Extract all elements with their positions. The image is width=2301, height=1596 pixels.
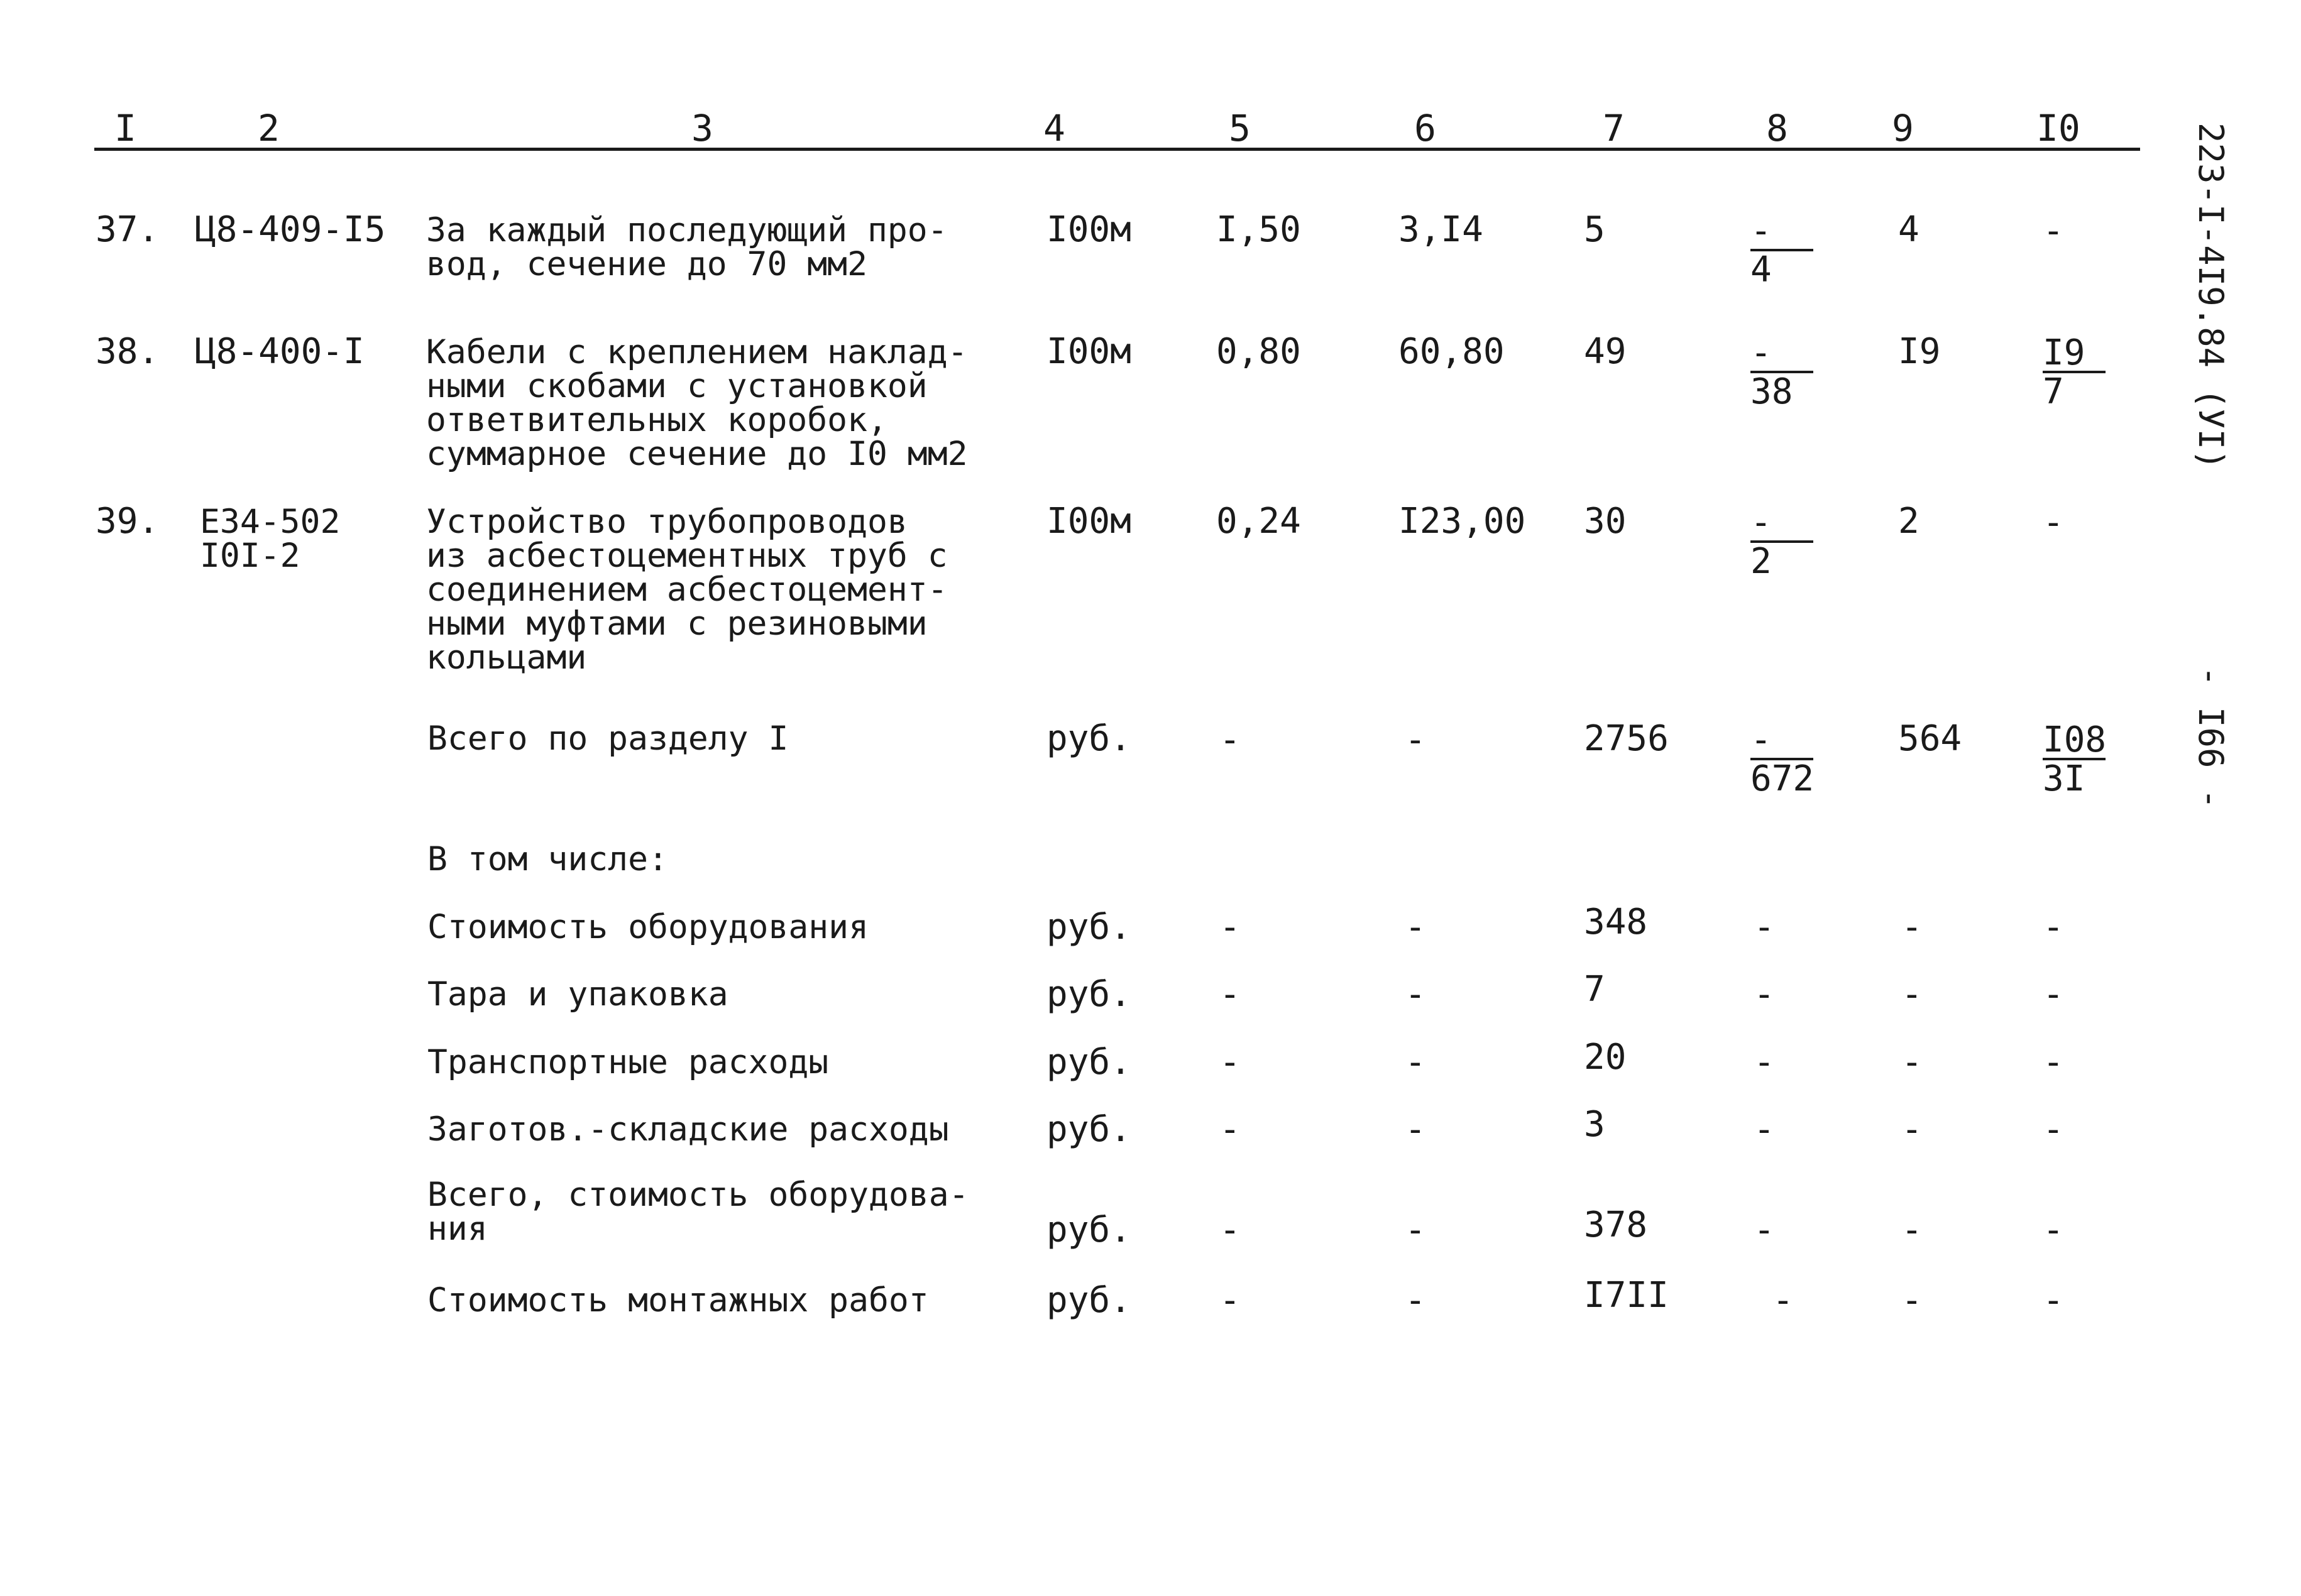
summary-unit: руб. xyxy=(1046,1042,1131,1083)
row-col5: 0,24 xyxy=(1216,501,1301,542)
row-col6: 3,I4 xyxy=(1398,209,1483,250)
summary-col9: - xyxy=(1901,974,1923,1015)
summary-col8: - xyxy=(1754,1042,1775,1083)
summary-col10: - xyxy=(2043,907,2064,948)
summary-col5: - xyxy=(1219,1042,1241,1083)
row-code: Ц8-400-I xyxy=(195,331,365,372)
fraction-numerator: I08 xyxy=(2043,719,2107,760)
summary-col10: - xyxy=(2043,974,2064,1015)
fraction-denominator: 4 xyxy=(1750,249,1772,290)
summary-col6: - xyxy=(1405,1210,1426,1250)
fraction-denominator: 7 xyxy=(2043,371,2064,412)
summary-col7: 20 xyxy=(1584,1037,1627,1078)
summary-col10: - xyxy=(2043,1280,2064,1321)
summary-description: Заготов.-складские расходы xyxy=(427,1110,949,1149)
row-col10-fraction xyxy=(2043,719,2124,799)
summary-description: Тара и упаковка xyxy=(427,975,728,1014)
fraction-numerator: - xyxy=(1750,719,1772,760)
row-col7: 2756 xyxy=(1584,718,1669,759)
summary-col6: - xyxy=(1405,1109,1426,1150)
row-col7: 49 xyxy=(1584,331,1627,372)
row-number: 38. xyxy=(96,331,160,372)
row-col7: 30 xyxy=(1584,501,1627,542)
row-number: 39. xyxy=(96,501,160,542)
summary-unit: руб. xyxy=(1046,907,1131,948)
fraction-denominator: 3I xyxy=(2043,758,2085,799)
fraction-denominator: 672 xyxy=(1750,758,1815,799)
including-label: В том числе: xyxy=(427,840,668,878)
fraction-numerator: - xyxy=(1750,332,1772,373)
summary-col5: - xyxy=(1219,1280,1241,1321)
column-header-7: 7 xyxy=(1603,107,1625,150)
row-description: Всего по разделу I xyxy=(427,719,789,758)
fraction-numerator: - xyxy=(1750,210,1772,251)
fraction-denominator: 38 xyxy=(1750,371,1793,412)
summary-unit: руб. xyxy=(1046,974,1131,1015)
summary-col9: - xyxy=(1901,1280,1923,1321)
summary-col5: - xyxy=(1219,1109,1241,1150)
row-col6: 60,80 xyxy=(1398,331,1505,372)
summary-unit: руб. xyxy=(1046,1210,1131,1250)
row-col10: - xyxy=(2043,210,2064,251)
row-col8-fraction xyxy=(1750,210,1832,290)
summary-col5: - xyxy=(1219,907,1241,948)
fraction-denominator: 2 xyxy=(1750,541,1772,582)
summary-col6: - xyxy=(1405,1042,1426,1083)
summary-description: Всего, стоимость оборудова- ния xyxy=(427,1176,969,1248)
summary-description: Стоимость монтажных работ xyxy=(427,1281,929,1320)
summary-col7: 378 xyxy=(1584,1205,1648,1245)
row-col6: - xyxy=(1405,719,1426,760)
summary-col8: - xyxy=(1772,1280,1794,1321)
summary-col9: - xyxy=(1901,907,1923,948)
row-col7: 5 xyxy=(1584,209,1605,250)
summary-col10: - xyxy=(2043,1042,2064,1083)
summary-col8: - xyxy=(1754,1210,1775,1250)
row-unit: I00м xyxy=(1046,331,1131,372)
fraction-numerator: - xyxy=(1750,502,1772,543)
row-col5: 0,80 xyxy=(1216,331,1301,372)
column-header-9: 9 xyxy=(1892,107,1914,150)
summary-col8: - xyxy=(1754,974,1775,1015)
summary-col6: - xyxy=(1405,1280,1426,1321)
row-col9: 564 xyxy=(1898,718,1962,759)
row-col9: 4 xyxy=(1898,209,1919,250)
summary-col6: - xyxy=(1405,974,1426,1015)
row-col6: I23,00 xyxy=(1398,501,1526,542)
row-col10: - xyxy=(2043,502,2064,543)
summary-col8: - xyxy=(1754,907,1775,948)
row-unit: руб. xyxy=(1046,718,1131,759)
summary-col5: - xyxy=(1219,1210,1241,1250)
row-col9: 2 xyxy=(1898,501,1919,542)
row-unit: I00м xyxy=(1046,209,1131,250)
summary-col8: - xyxy=(1754,1109,1775,1150)
row-col9: I9 xyxy=(1898,331,1941,372)
summary-col9: - xyxy=(1901,1210,1923,1250)
summary-col9: - xyxy=(1901,1109,1923,1150)
row-description: Устройство трубопроводов из асбестоцементных труб с соединением асбестоцемент- ными муфтами с резиновыми кольцами xyxy=(426,503,948,677)
summary-col10: - xyxy=(2043,1210,2064,1250)
summary-description: Стоимость оборудования xyxy=(427,908,869,946)
summary-col7: I7II xyxy=(1584,1275,1669,1316)
summary-col6: - xyxy=(1405,907,1426,948)
row-code: Е34-502 I0I-2 xyxy=(200,503,341,575)
summary-unit: руб. xyxy=(1046,1280,1131,1321)
document-code-vertical: 223-I-4I9.84 (УI) xyxy=(2191,123,2231,470)
row-description: Кабели с креплением наклад- ными скобами с установкой ответвительных коробок, суммарное сечение до I0 мм2 xyxy=(426,333,968,473)
row-col5: - xyxy=(1219,719,1241,760)
row-unit: I00м xyxy=(1046,501,1131,542)
summary-col10: - xyxy=(2043,1109,2064,1150)
header-rule xyxy=(94,148,2140,151)
row-col8-fraction xyxy=(1750,719,1832,799)
column-header-3: 3 xyxy=(691,107,713,150)
summary-col5: - xyxy=(1219,974,1241,1015)
column-header-6: 6 xyxy=(1414,107,1436,150)
summary-unit: руб. xyxy=(1046,1109,1131,1150)
row-code: Ц8-409-I5 xyxy=(195,209,386,250)
column-header-4: 4 xyxy=(1043,107,1065,150)
page-number-vertical: - I66 - xyxy=(2191,666,2231,809)
summary-col7: 3 xyxy=(1584,1104,1605,1145)
summary-col7: 7 xyxy=(1584,969,1605,1010)
row-col8-fraction xyxy=(1750,502,1832,582)
summary-col7: 348 xyxy=(1584,902,1648,943)
row-col5: I,50 xyxy=(1216,209,1301,250)
summary-col9: - xyxy=(1901,1042,1923,1083)
column-header-8: 8 xyxy=(1766,107,1788,150)
row-number: 37. xyxy=(96,209,160,250)
row-col8-fraction xyxy=(1750,332,1832,412)
column-header-5: 5 xyxy=(1229,107,1251,150)
column-header-2: 2 xyxy=(258,107,280,150)
column-header-10: I0 xyxy=(2036,107,2080,150)
row-description: За каждый последующий про- вод, сечение до 70 мм2 xyxy=(426,211,948,283)
summary-description: Транспортные расходы xyxy=(427,1043,829,1081)
row-col10-fraction xyxy=(2043,332,2124,412)
column-header-1: I xyxy=(114,107,136,150)
fraction-numerator: I9 xyxy=(2043,332,2085,373)
